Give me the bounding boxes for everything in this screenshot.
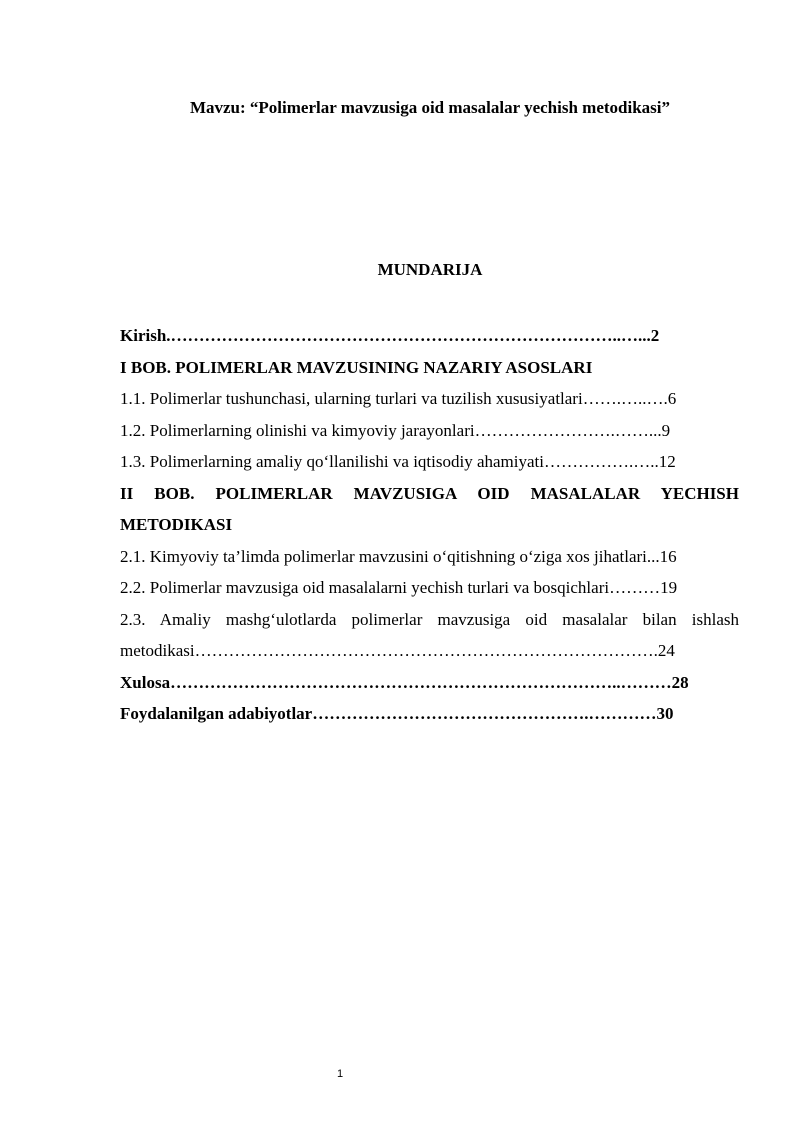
toc-entry-chapter-2-cont: METODIKASI [120,515,233,534]
toc-heading: MUNDARIJA [377,260,483,279]
toc-entry-2-1: 2.1. Kimyoviy ta’limda polimerlar mavzusini o‘qitishning o‘ziga xos jihatlari...16 [120,546,677,566]
toc-entry-xulosa: Xulosa……………………………………………………………………..………28 [120,672,689,692]
toc-entry-kirish: Kirish.……………………………………………………………………..…...2 [120,326,660,345]
toc-entry-2-3-cont: metodikasi……………………………………………………………………….24 [120,641,675,660]
page-number: 1 [336,1068,344,1080]
toc-entry-2-3: 2.3. Amaliy mashg‘ulotlarda polimerlar mavzusiga oid masalalar bilan ishlash [120,609,739,629]
toc-entry-1-3: 1.3. Polimerlarning amaliy qo‘llanilishi va iqtisodiy ahamiyati…………….…..12 [120,452,676,471]
toc-entry-1-1: 1.1. Polimerlar tushunchasi, ularning turlari va tuzilish xususiyatlari…….…..….6 [120,389,677,408]
table-of-contents [120,320,739,730]
toc-entry-chapter-2: II BOB. POLIMERLAR MAVZUSIGA OID MASALALAR YECHISH [120,483,739,503]
toc-entry-2-2: 2.2. Polimerlar mavzusiga oid masalalarni yechish turlari va bosqichlari………19 [120,578,678,597]
document-topic: Mavzu: “Polimerlar mavzusiga oid masalalar yechish metodikasi” [189,98,671,117]
toc-entry-adabiyotlar: Foydalanilgan adabiyotlar………………………………………….…………30 [120,704,674,723]
toc-entry-1-2: 1.2. Polimerlarning olinishi va kimyoviy jarayonlari…………………….……...9 [120,420,671,440]
toc-entry-chapter-1: I BOB. POLIMERLAR MAVZUSINING NAZARIY ASOSLARI [120,357,593,377]
